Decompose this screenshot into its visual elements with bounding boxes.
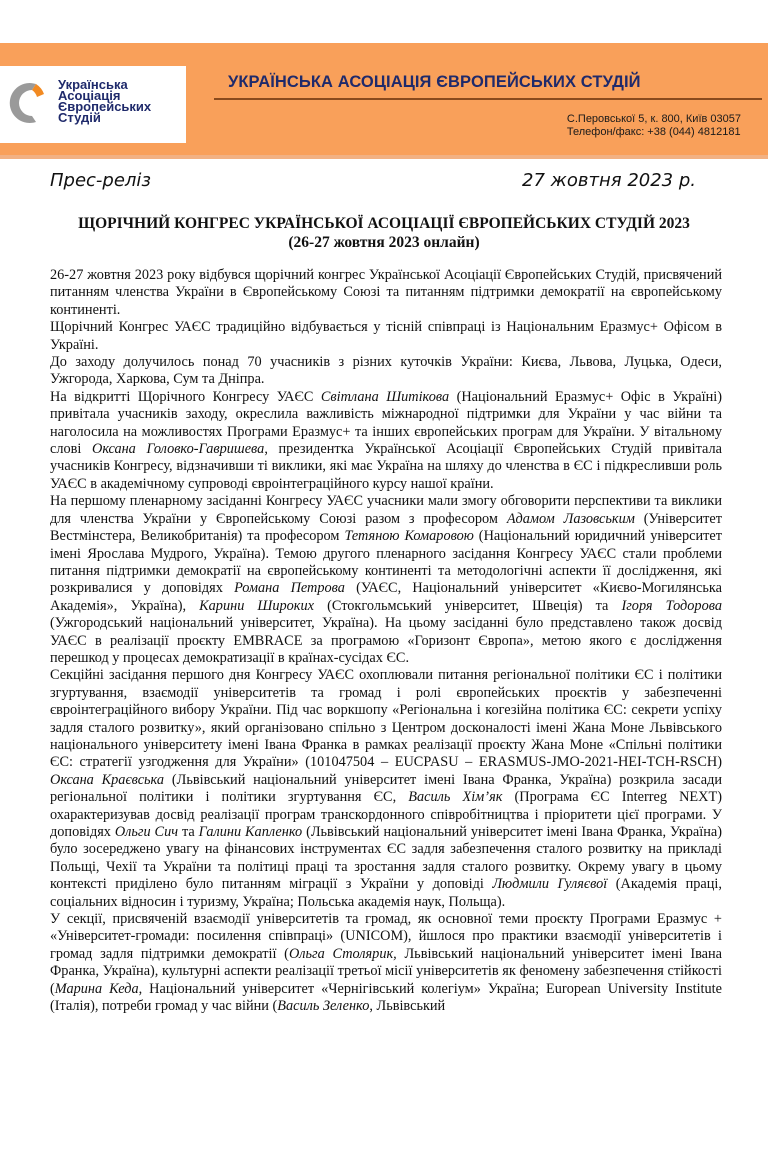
logo-line: Студій bbox=[58, 110, 101, 125]
document-title: ЩОРІЧНИЙ КОНГРЕС УКРАЇНСЬКОЇ АСОЦІАЦІЇ ЄВРОПЕЙСЬКИХ СТУДІЙ 2023 bbox=[78, 215, 690, 232]
person-name: Василь Зеленко bbox=[277, 998, 370, 1015]
address: С.Перовської 5, к. 800, Київ 03057 bbox=[566, 113, 741, 125]
logo-line: Європейських bbox=[58, 99, 152, 114]
paragraph bbox=[50, 389, 722, 493]
text: , президентка Української Асоціації Європейських Студій привітала учасників Конгресу, відзначивши ті виклики, які має Україна на шляху до членства в ЄС і підкресливши роль УАЄС в академічному супроводі євроінтеграційного курсу нашої країни. bbox=[50, 441, 722, 492]
text: (Львівський національний університет імені Івана Франка, Україна) розкрила засади регіональної політики і політики згуртування ЄС, bbox=[50, 771, 722, 806]
text: Секційні засідання першого дня Конгресу УАЄС охоплювали питання регіональної політики ЄС і політики згуртування, взаємодії університетів та громад і ролі європейських проєктів у забезпеченні євроінтеграційного вибору України. Під час воркшопу «Регіональна і когезійна політика ЄС: секрети успіху задля сталого розвитку», який організовано спільно з Центром досконалості імені Жана Моне Львівського національного університету імені Івана Франка в рамках реалізації проєкту Жана Моне «Спільні політики ЄС: стратегії узгодження для України» (101047504 – EUCPASU – ERASMUS-JMO-2021-HEI-TCH-RSCH) bbox=[50, 667, 722, 771]
paragraph: До заходу долучилось понад 70 учасників з різних куточків України: Києва, Львова, Луцька, Одеси, Ужгорода, Харкова, Сум та Дніпра. bbox=[50, 354, 722, 388]
person-name: Оксана Головко-Гавришева bbox=[92, 441, 265, 458]
paragraph: 26-27 жовтня 2023 року відбувся щорічний конгрес Української Асоціації Європейських Студій, присвячений питанням членства України в Європейському Союзі та питанням підтримки демократії на європейському континенті. bbox=[50, 267, 722, 318]
organization-title: УКРАЇНСЬКА АСОЦІАЦІЯ ЄВРОПЕЙСЬКИХ СТУДІЙ bbox=[228, 73, 641, 91]
header-divider bbox=[214, 98, 762, 100]
person-name: Галини Капленко bbox=[198, 824, 303, 840]
paragraph bbox=[50, 911, 722, 1015]
header-strip bbox=[0, 155, 768, 159]
document-subtitle: (26-27 жовтня 2023 онлайн) bbox=[288, 234, 480, 251]
text: (УАЄС, Національний університет «Києво-Могилянська Академія», Україна), bbox=[50, 580, 722, 614]
person-name: Василь Хім’як bbox=[408, 789, 503, 806]
phone: Телефон/факс: +38 (044) 4812181 bbox=[566, 126, 741, 138]
person-name: Адамом Лазовським bbox=[506, 510, 635, 527]
logo-mark-icon bbox=[6, 78, 46, 128]
person-name: Ігоря Тодорова bbox=[621, 597, 722, 614]
person-name: Людмили Гуляєвої bbox=[492, 876, 608, 893]
paragraph: Щорічний Конгрес УАЄС традиційно відбувається у тісній співпраці із Національним Еразмус+ Офісом в Україні. bbox=[50, 319, 722, 353]
text: та bbox=[178, 824, 199, 840]
text: (Програма ЄС Interreg NEXT) охарактеризував досвід реалізації програм транскордонного співробітництва і пріоритети цієї програми. У доповідях bbox=[50, 789, 722, 840]
text: , Національний університет «Чернігівський колегіум» Україна; European University Institute (Італія), потреби громад у час війни ( bbox=[50, 980, 722, 1015]
person-name: Оксана Краєвська bbox=[50, 771, 165, 788]
person-name: Марина Кеда bbox=[54, 980, 139, 997]
article-body bbox=[50, 267, 722, 1015]
text: (Національний юридичний університет імені Ярослава Мудрого, Україна). Темою другого пленарного засідання Конгресу УАЄС стали проблеми питання підтримки демократії на європейському континенті та методологічні аспекти її дослідження, які розкривалися у доповідях bbox=[50, 528, 722, 597]
text: , Львівський bbox=[369, 998, 446, 1015]
logo-line: Українська bbox=[58, 77, 128, 92]
text: Львівський національний університет імені Івана Франка, Україна), культурні аспекти реалізації третьої місії університетів як феномену забезпечення стійкості ( bbox=[50, 945, 722, 997]
text: (Університет Вестмінстера, Великобританія) та професором bbox=[50, 510, 722, 545]
text: (Ужгородський національний університет, Україна). На цьому засіданні було представлено також досвід УАЄС в реалізації проєкту EMBRACE за програмою «Горизонт Європа», метою якого є дослідження перешкод у процесах демократизації в країнах-сусідах ЄС. bbox=[50, 615, 722, 666]
contact-block bbox=[567, 113, 741, 139]
person-name: Карини Широких bbox=[199, 597, 314, 614]
person-name: Ольги Сич bbox=[114, 824, 179, 840]
text: (Львівський національний університет імені Івана Франка, Україна) було зосереджено увагу на фінансових інструментах ЄС задля забезпечення сталого розвитку на прикладі Польщі, Чехії та України та політиці праці та зростання задля сталого розвитку. Окрему увагу в цьому контексті приділено було питанням міграції з України у доповіді bbox=[50, 824, 722, 893]
release-date: 27 жовтня 2023 р. bbox=[522, 170, 696, 191]
paragraph bbox=[50, 493, 722, 667]
press-release-label: Прес-реліз bbox=[50, 170, 152, 191]
text: (Національний Еразмус+ Офіс в Україні) привітала учасників заходу, окреслила важливість міжнародної підтримки для України у час війни та наголосила на можливостях Програми Еразмус+ та інших європейських програм для України. У вітальному слові bbox=[50, 388, 722, 458]
person-name: Тетяною Комаровою bbox=[344, 528, 474, 545]
text: (Стокгольмський університет, Швеція) та bbox=[313, 597, 622, 614]
logo-text bbox=[58, 79, 151, 123]
text: На першому пленарному засіданні Конгресу УАЄС учасники мали змогу обговорити перспективи та виклики для членства України у Європейському Союзі разом з професором bbox=[50, 493, 722, 527]
document-title-block bbox=[0, 214, 768, 252]
person-name: Ольга Столярик, bbox=[288, 945, 397, 962]
text: У секції, присвяченій взаємодії університетів та громад, як основної теми проєкту Програми Еразмус + «Університет-громади: посилення співпраці» (UNICOM), йшлося про практики взаємодії університетів і громад задля підтримки демократії ( bbox=[50, 911, 722, 962]
logo bbox=[0, 66, 186, 143]
person-name: Світлана Шитікова bbox=[320, 388, 450, 405]
logo-line: Асоціація bbox=[58, 88, 121, 103]
person-name: Романа Петрова bbox=[234, 580, 345, 597]
text: (Академія праці, соціальних відносин і туризму, Україна; Польська академія наук, Польща). bbox=[50, 876, 722, 910]
paragraph bbox=[50, 667, 722, 911]
text: На відкритті Щорічного Конгресу УАЄС bbox=[50, 388, 321, 405]
